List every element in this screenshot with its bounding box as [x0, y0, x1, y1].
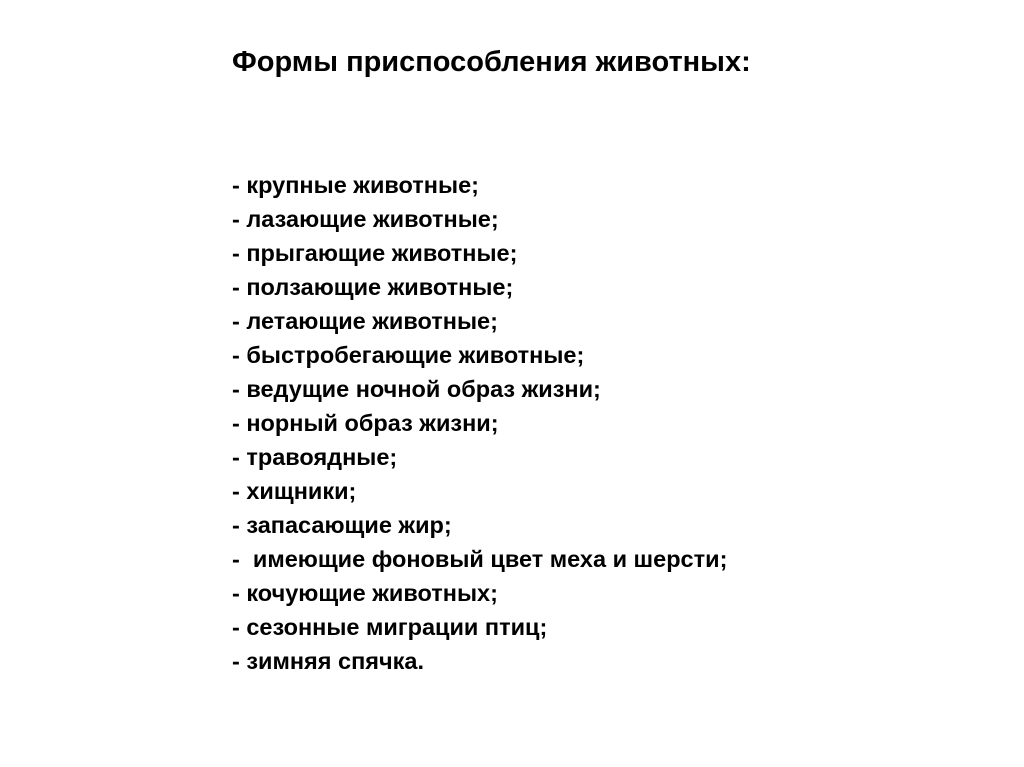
list-item: - летающие животные;	[232, 308, 498, 334]
slide-title: Формы приспособления животных:	[232, 46, 751, 78]
list-item: - прыгающие животные;	[232, 240, 518, 266]
list-item: - зимняя спячка.	[232, 648, 424, 674]
list-item: - лазающие животные;	[232, 206, 499, 232]
list-item: - ведущие ночной образ жизни;	[232, 376, 601, 402]
list-item: - норный образ жизни;	[232, 410, 499, 436]
adaptation-list	[232, 168, 727, 678]
list-item: - хищники;	[232, 478, 357, 504]
list-item: - ползающие животные;	[232, 274, 514, 300]
list-item: - сезонные миграции птиц;	[232, 614, 548, 640]
list-item: - кочующие животных;	[232, 580, 498, 606]
list-item: - запасающие жир;	[232, 512, 452, 538]
list-item: - травоядные;	[232, 444, 398, 470]
list-item: - крупные животные;	[232, 172, 479, 198]
list-item: - имеющие фоновый цвет меха и шерсти;	[232, 546, 728, 572]
list-item: - быстробегающие животные;	[232, 342, 585, 368]
